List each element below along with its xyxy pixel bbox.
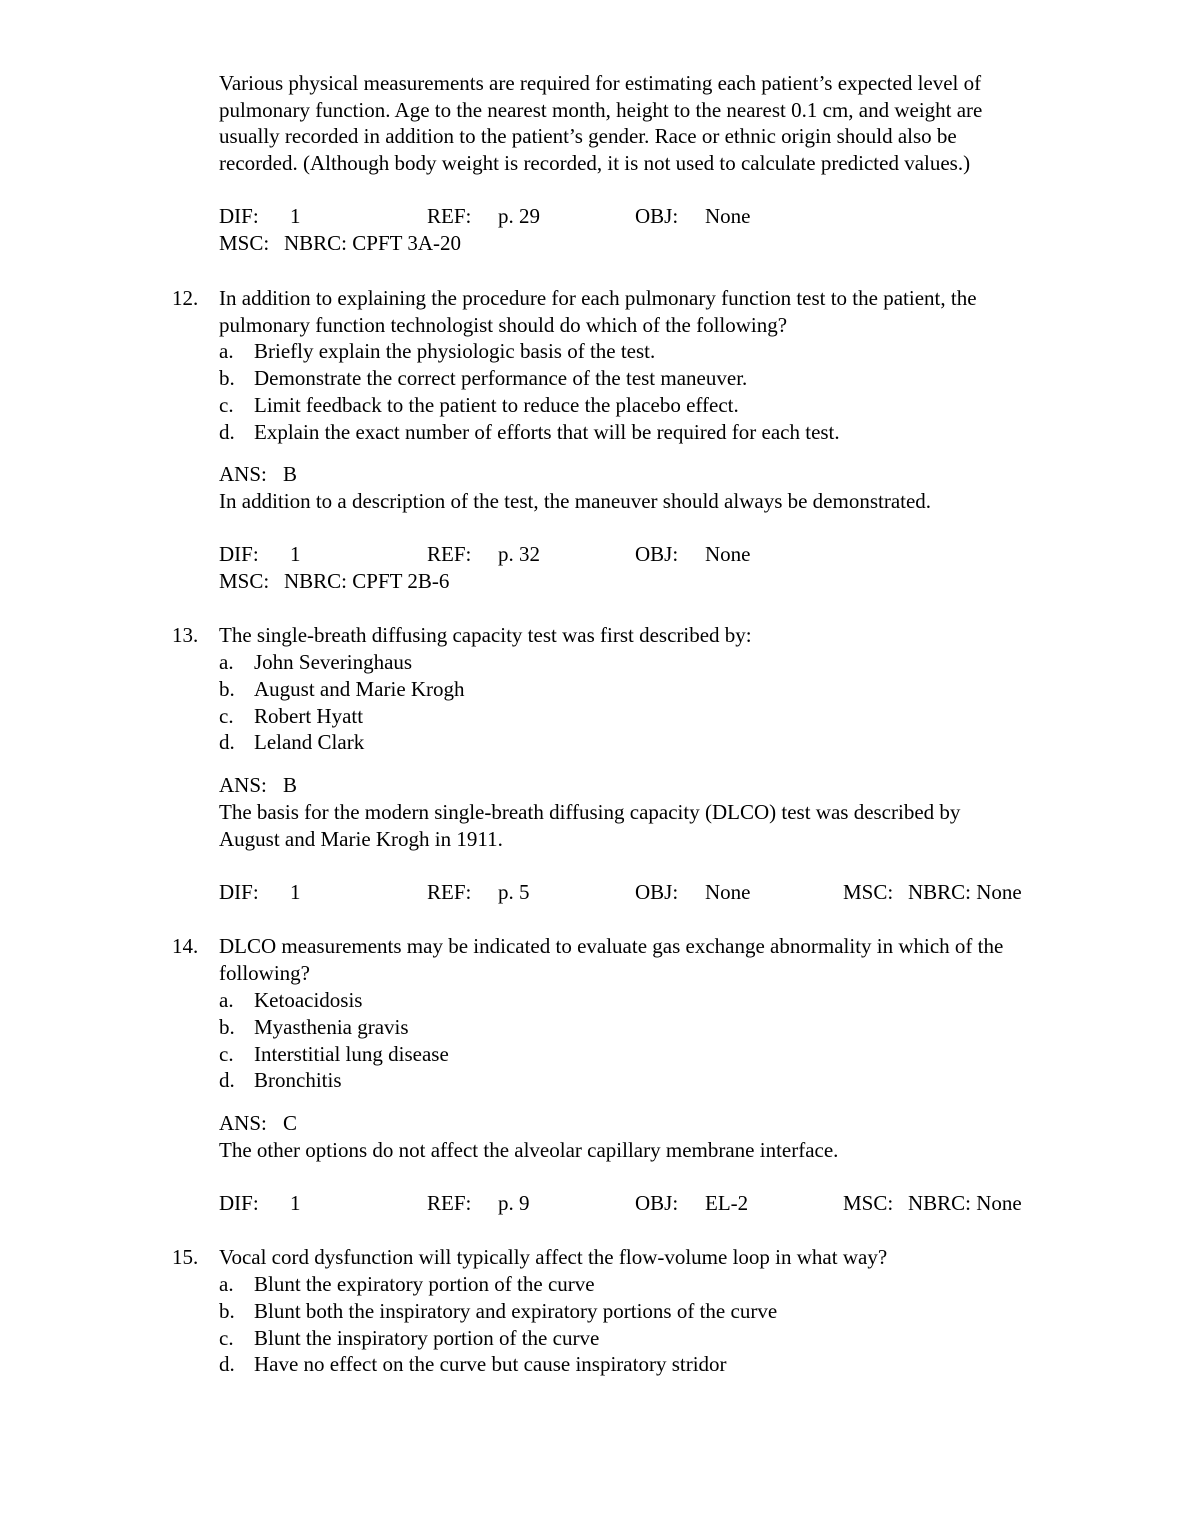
dif-value: 1 [290, 542, 301, 566]
q11-rationale-line: pulmonary function. Age to the nearest month, height to the nearest 0.1 cm, and weight are [219, 97, 983, 122]
dif-value: 1 [290, 880, 301, 904]
option-text: August and Marie Krogh [254, 677, 465, 701]
option-letter: d. [219, 730, 235, 754]
dif-value: 1 [290, 204, 301, 228]
msc-label: MSC: [843, 1191, 894, 1215]
option-letter: c. [219, 704, 234, 728]
question-stem-line: In addition to explaining the procedure for each pulmonary function test to the patient, the [219, 286, 977, 310]
answer-label: ANS: [219, 462, 267, 486]
question-stem [219, 285, 1099, 338]
option-letter: d. [219, 1068, 235, 1092]
ref-value: p. 29 [498, 204, 540, 228]
obj-value: None [705, 204, 751, 228]
option-text: Demonstrate the correct performance of the test maneuver. [254, 366, 748, 390]
answer-rationale: The other options do not affect the alveolar capillary membrane interface. [219, 1138, 839, 1162]
ref-value: p. 5 [498, 880, 530, 904]
obj-label: OBJ: [635, 204, 679, 228]
answer-line [219, 461, 297, 488]
msc-label: MSC: [219, 569, 270, 593]
msc-row [219, 568, 1119, 594]
obj-label: OBJ: [635, 1191, 679, 1215]
dif-value: 1 [290, 1191, 301, 1215]
msc-label: MSC: [219, 231, 270, 255]
option-text: Limit feedback to the patient to reduce the placebo effect. [254, 393, 739, 417]
dif-label: DIF: [219, 1191, 259, 1215]
ref-value: p. 9 [498, 1191, 530, 1215]
meta-row [219, 541, 1119, 567]
option-letter: a. [219, 988, 234, 1012]
answer-label: ANS: [219, 1111, 267, 1135]
option-letter: c. [219, 1326, 234, 1350]
dif-label: DIF: [219, 204, 259, 228]
option-text: Bronchitis [254, 1068, 342, 1092]
stem-text: measurements may be indicated to evaluate gas exchange abnormality in which of the [276, 934, 1004, 958]
answer-label: ANS: [219, 773, 267, 797]
option-text: Blunt the inspiratory portion of the curve [254, 1326, 600, 1350]
question-stem-line [219, 933, 1099, 960]
q11-rationale-line: recorded. (Although body weight is recorded, it is not used to calculate predicted values.) [219, 151, 971, 176]
rationale-text: ) test was described by [769, 800, 961, 824]
option-letter: a. [219, 1272, 234, 1296]
option-letter: a. [219, 339, 234, 363]
option-letter: b. [219, 1015, 235, 1039]
obj-value: None [705, 880, 751, 904]
answer-value: C [283, 1111, 298, 1135]
answer-rationale: In addition to a description of the test, the maneuver should always be demonstrated. [219, 489, 932, 513]
answer-line [219, 772, 297, 799]
answer-value: B [283, 773, 298, 797]
answer-rationale-line: August and Marie Krogh in 1911. [219, 826, 503, 851]
option-text: Blunt both the inspiratory and expiratory portions of the curve [254, 1299, 778, 1323]
option-letter: d. [219, 420, 235, 444]
obj-value: EL-2 [705, 1191, 749, 1215]
dif-label: DIF: [219, 542, 259, 566]
option-letter: c. [219, 1042, 234, 1066]
question-number: 13. [172, 623, 199, 647]
option-letter: a. [219, 650, 234, 674]
obj-value: None [705, 542, 751, 566]
msc-value: NBRC: CPFT 2B-6 [284, 569, 450, 593]
option-text: Explain the exact number of efforts that will be required for each test. [254, 420, 840, 444]
answer-rationale-line [219, 799, 1099, 826]
dlco-abbrev: LCO [727, 800, 770, 824]
ref-value: p. 32 [498, 542, 540, 566]
ref-label: REF: [427, 880, 472, 904]
dlco-abbrev: LCO [234, 934, 277, 958]
rationale-text: The basis for the modern single-breath diffusing capacity (D [219, 800, 728, 824]
option-letter: b. [219, 677, 235, 701]
question-stem [219, 933, 1099, 986]
msc-value: NBRC: None [908, 1191, 1022, 1215]
option-text: John Severinghaus [254, 650, 413, 674]
obj-label: OBJ: [635, 880, 679, 904]
msc-label: MSC: [843, 880, 894, 904]
option-letter: c. [219, 393, 234, 417]
option-text: Have no effect on the curve but cause inspiratory stridor [254, 1352, 727, 1376]
dif-label: DIF: [219, 880, 259, 904]
msc-value: NBRC: None [908, 880, 1022, 904]
question-number: 15. [172, 1245, 199, 1269]
answer-line [219, 1110, 297, 1137]
q11-rationale [219, 70, 1099, 177]
option-letter: b. [219, 366, 235, 390]
option-text: Ketoacidosis [254, 988, 363, 1012]
ref-label: REF: [427, 204, 472, 228]
msc-value: NBRC: CPFT 3A-20 [284, 231, 461, 255]
question-stem-line: pulmonary function technologist should do which of the following? [219, 312, 788, 337]
option-text: Briefly explain the physiologic basis of the test. [254, 339, 656, 363]
answer-rationale [219, 799, 1099, 852]
option-letter: d. [219, 1352, 235, 1376]
option-text: Leland Clark [254, 730, 365, 754]
obj-label: OBJ: [635, 542, 679, 566]
question-stem-line: following? [219, 960, 310, 985]
option-text: Blunt the expiratory portion of the curve [254, 1272, 595, 1296]
answer-value: B [283, 462, 298, 486]
option-text: Robert Hyatt [254, 704, 364, 728]
q11-rationale-line: usually recorded in addition to the patient’s gender. Race or ethnic origin should also be [219, 124, 957, 149]
question-stem: Vocal cord dysfunction will typically affect the flow-volume loop in what way? [219, 1245, 888, 1269]
question-number: 12. [172, 286, 199, 310]
q11-rationale-line: Various physical measurements are required for estimating each patient’s expected level of [219, 71, 982, 95]
q11-msc-row [219, 230, 1119, 256]
option-text: Interstitial lung disease [254, 1042, 449, 1066]
ref-label: REF: [427, 542, 472, 566]
ref-label: REF: [427, 1191, 472, 1215]
question-number: 14. [172, 934, 199, 958]
q11-meta-row [219, 203, 1119, 229]
stem-text: D [219, 934, 235, 958]
meta-row [219, 879, 1119, 905]
question-stem: The single-breath diffusing capacity test was first described by: [219, 623, 752, 647]
meta-row [219, 1190, 1119, 1216]
option-letter: b. [219, 1299, 235, 1323]
option-text: Myasthenia gravis [254, 1015, 409, 1039]
